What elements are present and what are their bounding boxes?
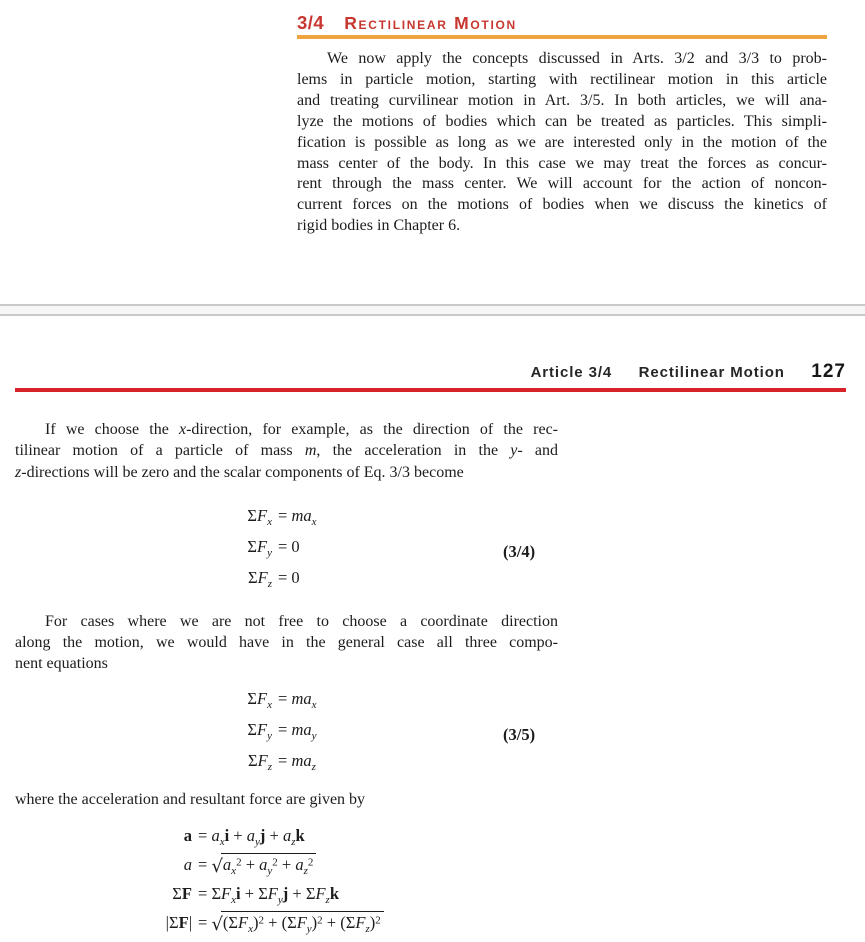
heading-rule-orange [297, 35, 827, 39]
text-segment: + [264, 913, 282, 933]
text-segment: x [231, 865, 237, 878]
text-segment: F [257, 505, 268, 525]
text-segment: a [183, 855, 192, 875]
text-segment: and treating curvilinear motion in Art. 3/5. In both articles, we will ana- [297, 91, 827, 109]
text-segment: | [188, 913, 192, 933]
text-segment: + [288, 884, 306, 904]
equation-lhs [15, 568, 272, 590]
text-line [297, 195, 827, 216]
text-segment: j [259, 826, 266, 846]
text-segment: a [183, 826, 192, 846]
equation-lhs [15, 506, 272, 528]
text-segment: rent through the mass center. We will account for the action of noncon- [297, 175, 827, 193]
equation-row [15, 913, 558, 942]
equation-rhs [198, 913, 384, 935]
text-segment: For cases where we are not free to choose a coordinate direction [45, 612, 558, 630]
text-segment: i [236, 884, 241, 904]
text-segment: 2 [317, 914, 323, 927]
text-segment: F [178, 913, 189, 933]
text-segment: = [198, 826, 212, 846]
equation-rhs [278, 751, 316, 773]
page1-column [297, 12, 827, 237]
text-line [15, 440, 558, 461]
text-segment: lems in particle motion, starting with rectilinear motion in this article [297, 70, 827, 88]
text-segment: F [257, 536, 268, 556]
text-segment: + [240, 884, 259, 904]
text-segment: y [254, 836, 260, 849]
text-segment: Σ [168, 913, 179, 933]
text-segment: j [282, 884, 289, 904]
text-segment: (Σ [340, 913, 356, 933]
text-segment: -directions will be zero and the scalar components of Eq. 3/3 become [21, 463, 464, 481]
text-segment: + [229, 826, 247, 846]
text-segment: F [257, 688, 268, 708]
text-segment: Σ [258, 884, 268, 904]
text-segment: z [15, 463, 22, 481]
equation-lhs [15, 751, 272, 773]
text-line [15, 653, 558, 674]
text-segment: + [322, 913, 341, 933]
text-segment: z [267, 760, 272, 773]
equation-rows-3-5 [15, 689, 558, 782]
text-segment: x [267, 515, 272, 528]
text-segment: = 0 [278, 536, 300, 556]
text-segment: z [311, 760, 316, 773]
text-segment: where the acceleration and resultant force are given by [15, 790, 366, 808]
text-segment: x [311, 698, 317, 711]
equation-rhs [198, 855, 316, 877]
text-segment: ma [291, 505, 312, 525]
equation-row [15, 689, 558, 720]
text-segment: Σ [248, 750, 258, 770]
sqrt-radical-sign: √ [211, 914, 223, 936]
text-segment: If we choose the [45, 421, 179, 438]
running-head-rule-red [15, 388, 846, 392]
text-segment: ) [311, 913, 318, 933]
text-segment: , the acceleration in the [316, 442, 511, 460]
text-segment: F [355, 913, 366, 933]
text-segment: x [248, 923, 254, 936]
equation-rhs [278, 506, 317, 528]
text-segment: 2 [236, 856, 242, 869]
text-line [15, 632, 558, 653]
text-segment: mass center of the body. In this case we may treat the forces as concur- [297, 154, 827, 172]
intro-paragraph [297, 49, 827, 237]
running-head-title: Rectilinear Motion [638, 364, 785, 381]
text-segment: x [231, 894, 237, 907]
text-segment: a [222, 855, 232, 875]
equation-rhs [278, 720, 317, 742]
text-segment: Σ [172, 884, 182, 904]
text-segment: a [282, 826, 292, 846]
text-segment: = [198, 855, 212, 875]
text-segment: F [267, 884, 278, 904]
page2-column [15, 419, 558, 942]
equation-row [15, 751, 558, 782]
equation-row [15, 884, 558, 913]
text-segment: = [278, 719, 292, 739]
equation-lhs [15, 855, 192, 875]
text-segment: F [221, 884, 232, 904]
text-segment: + [265, 826, 283, 846]
equation-rhs [278, 568, 300, 588]
text-segment: We now apply the concepts discussed in Arts. 3/2 and 3/3 to prob- [327, 50, 827, 67]
text-segment: y [510, 442, 518, 460]
text-line [297, 49, 827, 70]
text-segment: z [303, 865, 308, 878]
text-segment: ma [291, 750, 312, 770]
text-segment: m [304, 442, 317, 460]
equation-rows-3-4 [15, 506, 558, 599]
equation-rhs [278, 689, 317, 711]
equation-block-3-5 [15, 689, 558, 782]
paragraph-general-case [15, 611, 558, 675]
equation-row [15, 568, 558, 599]
text-segment: ma [291, 688, 312, 708]
text-line [297, 133, 827, 154]
text-segment: = [278, 688, 292, 708]
text-segment: (Σ [281, 913, 297, 933]
text-segment: F [257, 750, 268, 770]
text-segment: x [267, 698, 272, 711]
text-segment: Σ [247, 688, 258, 708]
text-segment: = [278, 505, 292, 525]
text-segment: fication is possible as long as we are interested only in the motion of the [297, 133, 827, 151]
text-segment: = 0 [278, 567, 300, 587]
text-segment: F [257, 719, 268, 739]
text-segment: z [365, 923, 370, 936]
text-segment: lyze the motions of bodies which can be treated as particles. This simpli- [297, 112, 827, 130]
text-line [15, 789, 558, 810]
text-segment: F [315, 884, 326, 904]
equation-label-3-4: (3/4) [503, 542, 536, 562]
text-segment: k [329, 884, 340, 904]
text-segment: Σ [248, 567, 258, 587]
text-segment: = [278, 750, 292, 770]
section-heading [297, 12, 827, 34]
text-segment: z [325, 894, 330, 907]
text-segment: z [267, 577, 272, 590]
text-segment: current forces on the motions of bodies when we discuss the kinetics of [297, 196, 827, 214]
text-segment: = [198, 913, 212, 933]
text-segment: 2 [307, 856, 314, 869]
equation-rhs [278, 537, 300, 557]
equation-lhs [15, 689, 272, 711]
text-line [297, 154, 827, 175]
running-head [15, 362, 846, 383]
equation-label-3-5: (3/5) [503, 725, 536, 745]
text-line [297, 91, 827, 112]
text-segment: y [267, 729, 272, 742]
sqrt-radicand [221, 911, 384, 936]
equation-row [15, 826, 558, 855]
section-number: 3/4 [297, 12, 325, 33]
equation-row [15, 537, 558, 568]
text-segment: y [306, 923, 312, 936]
text-segment: - and [517, 442, 559, 460]
text-segment: F [296, 913, 307, 933]
page-separator [0, 304, 865, 316]
text-segment: | [165, 913, 169, 933]
text-segment: ) [369, 913, 376, 933]
text-segment: F [257, 567, 268, 587]
text-segment: rigid bodies in Chapter 6. [297, 217, 461, 235]
sqrt-radicand [221, 853, 316, 878]
text-segment: 2 [258, 914, 265, 927]
text-segment: (Σ [222, 913, 239, 933]
running-head-article: Article 3/4 [530, 364, 613, 381]
text-line [15, 462, 558, 483]
text-segment: x [311, 515, 317, 528]
text-segment: ) [253, 913, 259, 933]
text-segment: y [311, 729, 317, 742]
text-segment: z [291, 836, 296, 849]
text-segment: tilinear motion of a particle of mass [15, 442, 305, 460]
equation-rhs [198, 884, 339, 906]
text-segment: i [224, 826, 230, 846]
text-segment: a [246, 826, 255, 846]
text-segment: Σ [211, 884, 222, 904]
sqrt-radical-sign: √ [211, 856, 223, 878]
equation-block-resultant [15, 826, 558, 942]
equation-lhs [15, 826, 192, 846]
text-line [297, 174, 827, 195]
text-segment: along the motion, we would have in the general case all three compo- [15, 634, 558, 652]
equation-block-3-4 [15, 506, 558, 599]
text-segment: Σ [247, 719, 258, 739]
equation-rows-resultant [15, 826, 558, 942]
text-segment: k [295, 826, 305, 846]
text-line [297, 216, 827, 237]
equation-lhs [15, 913, 192, 933]
text-segment: a [295, 855, 304, 875]
text-segment: y [277, 894, 283, 907]
equation-lhs [15, 537, 272, 559]
text-line [297, 112, 827, 133]
text-line [15, 611, 558, 632]
text-line [297, 70, 827, 91]
text-segment: + [241, 855, 260, 875]
text-segment: F [238, 913, 249, 933]
text-segment: = [198, 884, 212, 904]
text-segment: ma [291, 719, 312, 739]
equation-lhs [15, 720, 272, 742]
equation-row [15, 720, 558, 751]
equation-row [15, 506, 558, 537]
text-segment: F [181, 884, 192, 904]
section-title: Rectilinear Motion [344, 13, 517, 33]
running-head-page-number: 127 [811, 361, 846, 382]
text-segment: -direction, for example, as the direction of the rec- [186, 421, 558, 438]
text-segment: + [277, 855, 296, 875]
text-segment: y [267, 865, 273, 878]
paragraph-choose-x [15, 419, 558, 483]
equation-row [15, 855, 558, 884]
text-segment: a [211, 826, 220, 846]
text-segment: x [178, 421, 187, 438]
paragraph-where-given [15, 789, 558, 810]
text-segment: x [219, 836, 225, 849]
text-segment: Σ [305, 884, 316, 904]
text-segment: Σ [247, 505, 258, 525]
text-line [15, 419, 558, 440]
text-segment: a [259, 855, 268, 875]
text-segment: y [267, 546, 272, 559]
text-segment: nent equations [15, 655, 108, 673]
equation-lhs [15, 884, 192, 904]
text-segment: 2 [375, 914, 381, 927]
text-segment: 2 [272, 856, 278, 869]
text-segment: Σ [247, 536, 258, 556]
equation-rhs [198, 826, 305, 848]
